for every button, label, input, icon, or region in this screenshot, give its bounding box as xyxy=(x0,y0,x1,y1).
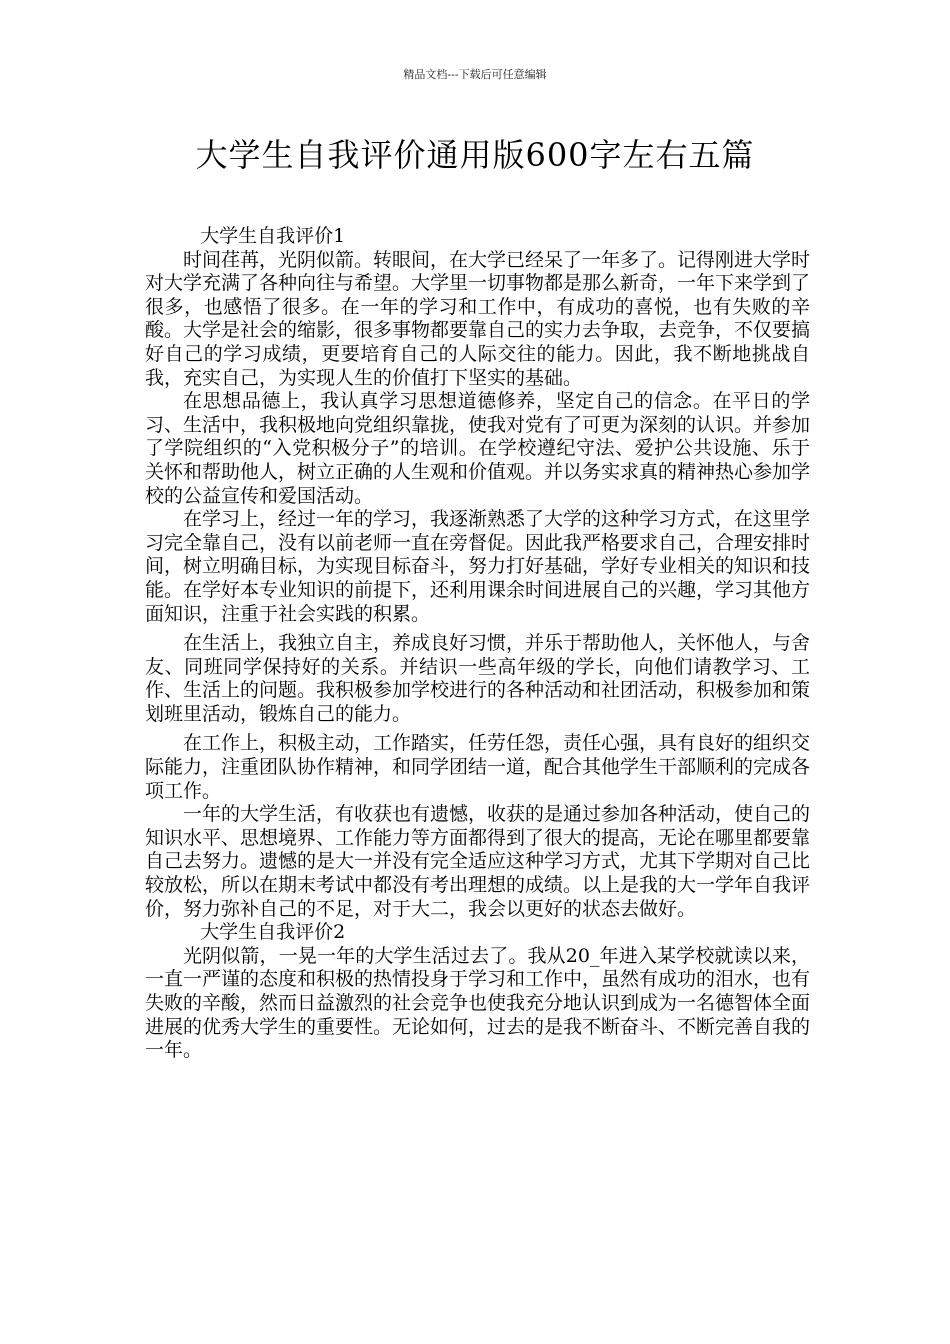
paragraph: 在思想品德上，我认真学习思想道德修养，坚定自己的信念。在平日的学习、生活中，我积极地向党组织靠拢，使我对党有了可更为深刻的认识。并参加了学院组织的“入党积极分子”的培训。在学校遵纪守法、爱护公共设施、乐于关怀和帮助他人，树立正确的人生观和价值观。并以务实求真的精神热心参加学校的公益宣传和爱国活动。 xyxy=(145,390,811,507)
document-title: 大学生自我评价通用版600字左右五篇 xyxy=(195,136,755,174)
document-body xyxy=(145,225,810,1063)
paragraph: 时间荏苒，光阴似箭。转眼间，在大学已经呆了一年多了。记得刚进大学时对大学充满了各种向往与希望。大学里一切事物都是那么新奇，一年下来学到了很多，也感悟了很多。在一年的学习和工作中，有成功的喜悦，也有失败的辛酸。大学是社会的缩影，很多事物都要靠自己的实力去争取，去竞争，不仅要搞好自己的学习成绩，更要培育自己的人际交往的能力。因此，我不断地挑战自我，充实自己，为实现人生的价值打下坚实的基础。 xyxy=(145,248,811,389)
header-note: 精品文档---下载后可任意编辑 xyxy=(403,68,547,81)
paragraph: 在工作上，积极主动，工作踏实，任劳任怨，责任心强，具有良好的组织交际能力，注重团队协作精神，和同学团结一道，配合其他学生干部顺利的完成各项工作。 xyxy=(145,732,811,802)
section-heading: 大学生自我评价2 xyxy=(200,921,346,944)
section-heading: 大学生自我评价1 xyxy=(200,225,346,247)
paragraph: 在生活上，我独立自主，养成良好习惯，并乐于帮助他人，关怀他人，与舍友、同班同学保持好的关系。并结识一些高年级的学长，向他们请教学习、工作、生活上的问题。我积极参加学校进行的各种活动和社团活动，积极参加和策划班里活动，锻炼自己的能力。 xyxy=(145,632,811,725)
paragraph: 光阴似箭，一晃一年的大学生活过去了。我从20_年进入某学校就读以来，一直一严谨的态度和积极的热情投身于学习和工作中，虽然有成功的泪水，也有失败的辛酸，然而日益激烈的社会竞争也使我充分地认识到成为一名德智体全面进展的优秀大学生的重要性。无论如何，过去的是我不断奋斗、不断完善自我的一年。 xyxy=(145,944,811,1062)
paragraph: 一年的大学生活，有收获也有遗憾，收获的是通过参加各种活动，使自己的知识水平、思想境界、工作能力等方面都得到了很大的提高，无论在哪里都要靠自己去努力。遗憾的是大一并没有完全适应这种学习方式，尤其下学期对自己比较放松，所以在期末考试中都没有考出理想的成绩。以上是我的大一学年自我评价，努力弥补自己的不足，对于大二，我会以更好的状态去做好。 xyxy=(145,803,811,920)
paragraph: 在学习上，经过一年的学习，我逐渐熟悉了大学的这种学习方式，在这里学习完全靠自己，没有以前老师一直在旁督促。因此我严格要求自己，合理安排时间，树立明确目标，为实现目标奋斗，努力打好基础，学好专业相关的知识和技能。在学好本专业知识的前提下，还利用课余时间进展自己的兴趣，学习其他方面知识，注重于社会实践的积累。 xyxy=(145,508,811,625)
